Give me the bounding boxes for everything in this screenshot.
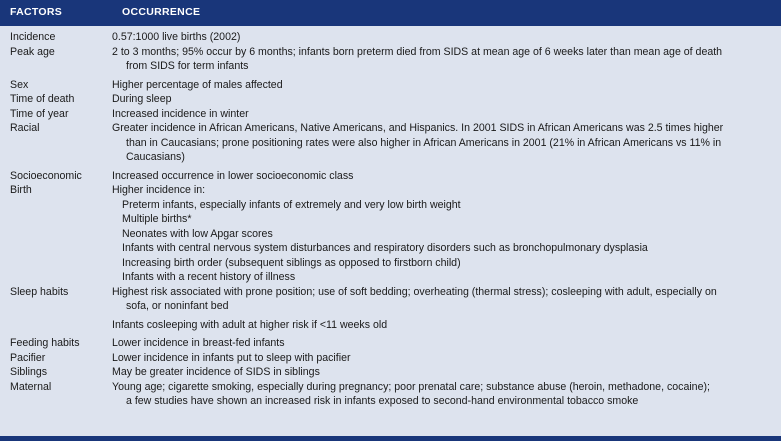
occurrence-subline: Infants with a recent history of illness <box>122 271 296 283</box>
occurrence-line: from SIDS for term infants <box>126 60 249 72</box>
factor-cell: Racial <box>10 122 40 134</box>
occurrence-subline: Neonates with low Apgar scores <box>122 227 273 240</box>
table-row <box>0 121 781 165</box>
table-row <box>0 183 781 285</box>
factor-cell: Maternal <box>10 380 52 393</box>
factor-cell: Siblings <box>10 366 48 378</box>
occurrence-line: Higher incidence in: <box>112 184 206 196</box>
occurrence-cell <box>112 351 772 366</box>
factor-cell: Birth <box>10 184 32 196</box>
factor-cell: Time of year <box>10 107 69 120</box>
occurrence-line: a few studies have shown an increased risk in infants exposed to second-hand environmental tobacco smoke <box>126 395 639 407</box>
factor-cell: Time of death <box>10 93 75 105</box>
table-row <box>0 78 781 93</box>
factor-cell: Pacifier <box>10 351 46 364</box>
occurrence-cell <box>112 107 772 122</box>
occurrence-line: Greater incidence in African Americans, Native Americans, and Hispanics. In 2001 SIDS in African Americans was 2.5 times higher <box>112 122 724 134</box>
occurrence-subline: Infants with central nervous system disturbances and respiratory disorders such as bronchopulmonary dysplasia <box>122 242 648 254</box>
occurrence-cell <box>112 336 772 351</box>
occurrence-line: Caucasians) <box>126 151 185 163</box>
factor-cell: Incidence <box>10 31 56 43</box>
occurrence-cell <box>112 121 772 165</box>
occurrence-line: 2 to 3 months; 95% occur by 6 months; infants born preterm died from SIDS at mean age of 6 weeks later than mean age of death <box>112 45 723 58</box>
factor-cell: Feeding habits <box>10 337 80 349</box>
occurrence-line: Increased incidence in winter <box>112 107 249 120</box>
occurrence-line: Highest risk associated with prone position; use of soft bedding; overheating (thermal stress); cosleeping with adult, especially on <box>112 285 717 298</box>
table-row <box>0 92 781 107</box>
table-row <box>0 107 781 122</box>
occurrence-cell <box>112 78 772 93</box>
factor-cell: Sleep habits <box>10 285 69 298</box>
header-occurrence: OCCURRENCE <box>122 6 201 18</box>
table-footer-rule <box>0 436 781 441</box>
occurrence-line: 0.57:1000 live births (2002) <box>112 31 241 43</box>
occurrence-line: During sleep <box>112 93 172 105</box>
table-header <box>0 0 781 26</box>
table-row <box>0 45 781 74</box>
occurrence-cell <box>112 169 772 184</box>
occurrence-line: Infants cosleeping with adult at higher risk if <11 weeks old <box>112 318 388 331</box>
occurrence-line: Higher percentage of males affected <box>112 78 283 91</box>
occurrence-line: than in Caucasians; prone positioning rates were also higher in African Americans in 2001 (21% in African Americans vs 11% in <box>126 136 722 149</box>
table-row <box>0 169 781 184</box>
occurrence-cell <box>112 365 772 380</box>
occurrence-cell <box>112 183 772 285</box>
factor-cell: Peak age <box>10 45 55 58</box>
table-row <box>0 380 781 409</box>
table-row <box>0 30 781 45</box>
header-factors: FACTORS <box>10 6 63 18</box>
occurrence-subline: Increasing birth order (subsequent siblings as opposed to firstborn child) <box>122 256 461 269</box>
occurrence-line: May be greater incidence of SIDS in siblings <box>112 366 320 378</box>
factor-cell: Socioeconomic <box>10 169 82 182</box>
occurrence-cell <box>112 380 772 409</box>
table-row <box>0 336 781 351</box>
table-body <box>0 30 781 409</box>
occurrence-cell <box>112 45 772 74</box>
occurrence-line: Increased occurrence in lower socioeconomic class <box>112 169 354 182</box>
occurrence-cell <box>112 30 772 45</box>
occurrence-cell <box>112 285 772 333</box>
table-row <box>0 365 781 380</box>
occurrence-subline: Preterm infants, especially infants of extremely and very low birth weight <box>122 198 461 211</box>
factor-cell: Sex <box>10 78 29 91</box>
occurrence-cell <box>112 92 772 107</box>
occurrence-line: Lower incidence in infants put to sleep with pacifier <box>112 351 351 364</box>
occurrence-line: Young age; cigarette smoking, especially during pregnancy; poor prenatal care; substance abuse (heroin, methadone, cocaine); <box>112 380 710 393</box>
occurrence-line: sofa, or noninfant bed <box>126 300 229 312</box>
occurrence-subline: Multiple births* <box>122 213 192 225</box>
occurrence-line: Lower incidence in breast-fed infants <box>112 337 285 349</box>
table-row <box>0 351 781 366</box>
table-row <box>0 285 781 333</box>
